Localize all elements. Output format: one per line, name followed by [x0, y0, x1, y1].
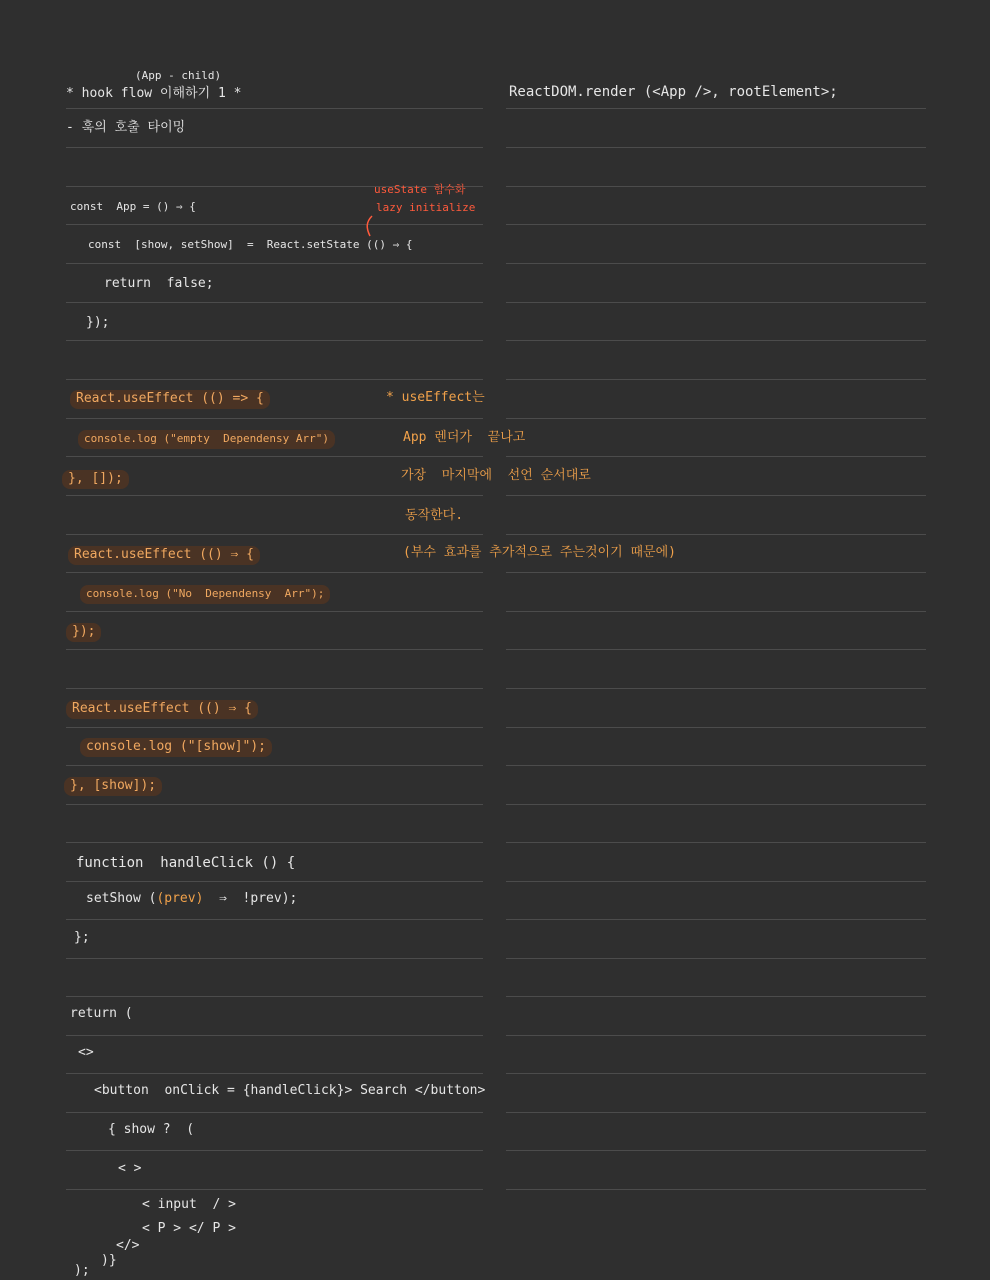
code-inner-fragment-close: </>: [116, 1238, 140, 1253]
code-input-tag: < input / >: [142, 1197, 236, 1212]
note-line-2: App 렌더가 끝나고: [403, 430, 526, 445]
note-line-3: 가장 마지막에 선언 순서대로: [401, 468, 591, 483]
code-return-close: );: [74, 1263, 90, 1278]
code-setshow-line: [86, 891, 297, 907]
page-title: * hook flow 이해하기 1 *: [66, 86, 242, 101]
note-line-1: * useEffect는: [386, 390, 485, 405]
page-subtitle: - 훅의 호출 타이밍: [66, 120, 186, 135]
code-p-tag: < P > </ P >: [142, 1221, 236, 1236]
note-line-4: 동작한다.: [405, 508, 464, 523]
code-app-decl: const App = () ⇒ {: [70, 200, 196, 213]
code-setshow-post: ⇒ !prev);: [203, 891, 298, 906]
code-reactdom-render: ReactDOM.render (<App />, rootElement>;: [509, 84, 838, 100]
code-function-decl: function handleClick () {: [76, 855, 296, 871]
code-setshow-pre: setShow (: [86, 891, 157, 906]
code-effect3-close: }, [show]);: [64, 777, 162, 796]
code-effect3-log: console.log ("[show]");: [80, 738, 272, 757]
code-button-line: <button onClick = {handleClick}> Search </button>: [94, 1083, 486, 1098]
code-inner-fragment-open: < >: [118, 1161, 142, 1176]
code-fragment-open: <>: [78, 1045, 94, 1060]
code-effect1-close: }, []);: [62, 470, 129, 489]
annotation-usestate: useState 함수화: [374, 183, 466, 196]
code-return-open: return (: [70, 1006, 133, 1021]
code-effect1-log: console.log ("empty Dependensy Arr"): [78, 430, 335, 449]
note-line-5: (부수 효과를 추가적으로 주는것이기 때문에): [403, 545, 677, 560]
code-effect2-close: });: [66, 623, 101, 642]
code-usestate-line: const [show, setShow] = React.setState (() ⇒ {: [88, 238, 413, 251]
code-effect2-open: React.useEffect (() ⇒ {: [68, 546, 260, 565]
code-prev-param: (prev): [156, 891, 204, 906]
code-effect2-log: console.log ("No Dependensy Arr");: [80, 585, 330, 604]
annotation-lazy-init: lazy initialize: [376, 201, 476, 214]
code-condition-close: )}: [101, 1253, 117, 1268]
code-return-false: return false;: [104, 276, 214, 291]
header-note: (App - child): [135, 69, 222, 82]
code-function-close: };: [74, 930, 90, 945]
code-effect3-open: React.useEffect (() ⇒ {: [66, 700, 258, 719]
code-close-usestate: });: [86, 315, 110, 330]
annotation-arrow-icon: [362, 214, 378, 238]
code-show-condition: { show ? (: [108, 1122, 195, 1137]
code-effect1-open: React.useEffect (() => {: [70, 390, 270, 409]
